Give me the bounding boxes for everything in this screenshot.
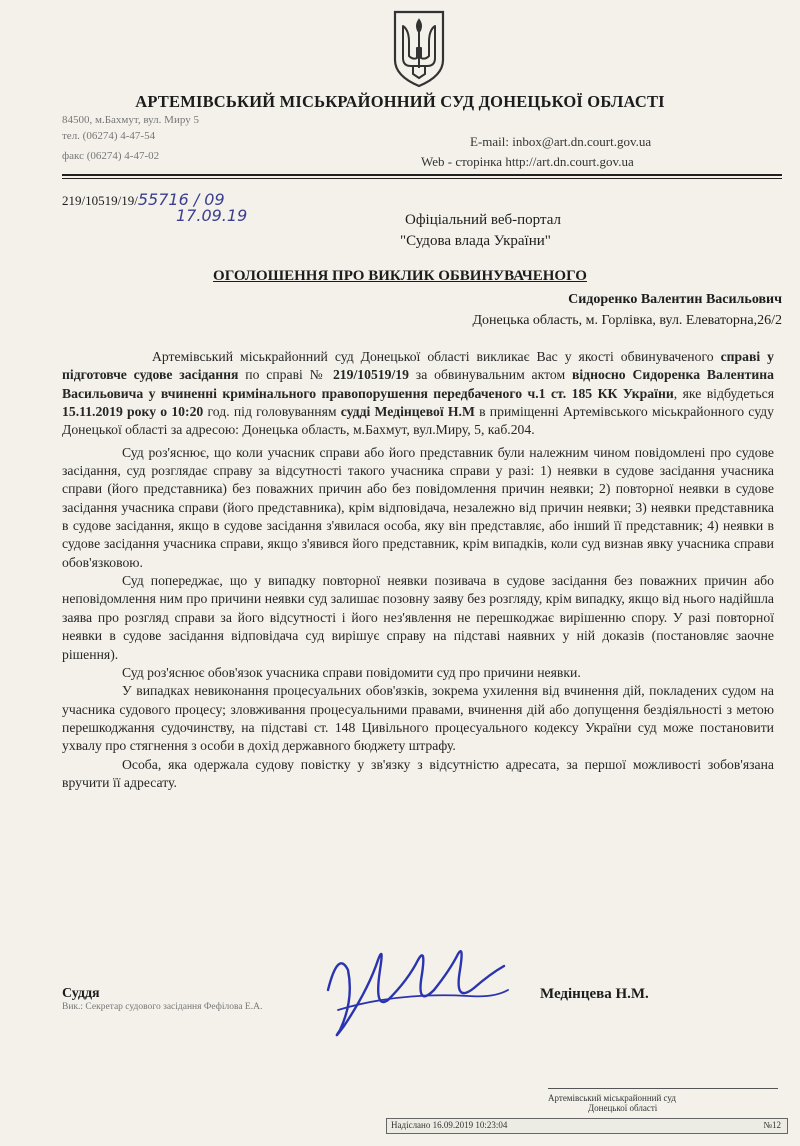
header-divider-thin (62, 178, 782, 179)
paragraph-fine: У випадках невиконання процесуальних обов'язків, зокрема ухилення від вчинення дій, покладених судом на учасника судового процесу; зловживання процесуальними правами, вчинення дій або допущення бездіяльності з метою перешкоджання судочинству, на підставі ст. 148 Цивільного процесуального кодексу України суд може постановити ухвалу про стягнення з особи в дохід державного бюджету штрафу. (62, 683, 774, 754)
stamp-line-2: Донецької області (588, 1103, 658, 1113)
registration-code: №12 (763, 1120, 781, 1130)
paragraph-warning: Суд попереджає, що у випадку повторної неявки позивача в судове засідання без поважних причин або неповідомлення ним про причини неявки суд залишає позовну заяву без розгляду, крім випадку, якщо від нього надійшла заява про розгляд справи за його відсутності і його нез'явлення не перешкоджає вирішенню спору. У разі повторної неявки в судове засідання відповідача суд вирішує справу на підставі наявних у ній доказів (постановляє заочне рішення). (62, 573, 774, 662)
recipient-line-2: "Судова влада України" (400, 233, 551, 249)
addressee-name: Сидоренко Валентин Васильович (568, 292, 782, 307)
paragraph-duty-notify: Суд роз'яснює обов'язок учасника справи повідомити суд про причини неявки. (122, 664, 581, 680)
handwritten-signature (318, 930, 518, 1045)
executor-note: Вик.: Секретар судового засідання Фефілова Е.А. (62, 1002, 263, 1012)
paragraph-summons: Артемівський міськрайонний суд Донецької області викликає Вас у якості обвинуваченого справі у підготовче судове засідання по справі № 219/10519/19 за обвинувальним актом відносно Сидоренка Валентина Васильовича у вчиненні кримінального правопорушення передбаченого ч.1 ст. 185 КК України, яке відбудеться 15.11.2019 року о 10:20 год. під головуванням судді Медінцевої Н.М в приміщенні Артемівського міськрайонного суду Донецької області за адресою: Донецька область, м.Бахмут, вул.Миру, 5, каб.204. (62, 349, 775, 438)
stamp-line-1: Артемівський міськрайонний суд (548, 1093, 676, 1103)
court-email: E-mail: inbox@art.dn.court.gov.ua (470, 134, 652, 149)
paragraph-absence-rules: Суд роз'яснює, що коли учасник справи або його представник були належним чином повідомлені про судове засідання, суд розглядає справу за відсутності такого учасника справи у разі: 1) неявки в судове засідання учасника справи (його представника) без поважних причин або без повідомлення причин неявки; 2) повторної неявки в судове засідання учасника справи (його представника), крім відповідача, незалежно від причин неявки; 3) неявки представника в судове засідання, якщо в судове засідання з'явилася особа, яку він представляє, або інший її представник; 4) неявки в судове засідання учасника справи, якщо з'явився його представник, крім випадків, коли суд визнав явку учасника справи обов'язковою. (62, 444, 774, 570)
addressee-address: Донецька область, м. Горлівка, вул. Елеваторна,26/2 (472, 313, 782, 328)
outgoing-number-handwritten: 55716 / 09 (137, 190, 225, 209)
judge-title: Суддя (62, 986, 100, 1001)
notice-title: ОГОЛОШЕННЯ ПРО ВИКЛИК ОБВИНУВАЧЕНОГО (213, 268, 587, 284)
outgoing-date-handwritten: 17.09.19 (176, 206, 248, 225)
ukraine-trident-emblem (389, 8, 449, 88)
registration-strip (386, 1118, 788, 1134)
court-postal-address: 84500, м.Бахмут, вул. Миру 5 (62, 114, 199, 126)
court-website: Web - сторінка http://art.dn.court.gov.ua (421, 154, 634, 169)
court-phone: тел. (06274) 4-47-54 (62, 130, 156, 142)
case-number: 219/10519/19/ (62, 193, 138, 208)
recipient-line-1: Офіціальний веб-портал (405, 212, 561, 228)
notice-body (62, 348, 774, 792)
header-divider (62, 174, 782, 176)
court-name: АРТЕМІВСЬКИЙ МІСЬКРАЙОННИЙ СУД ДОНЕЦЬКОЇ ОБЛАСТІ (135, 92, 665, 111)
paragraph-delivery: Особа, яка одержала судову повістку у зв'язку з відсутністю адресата, за першої можливості зобов'язана вручити її адресату. (62, 756, 774, 790)
court-fax: факс (06274) 4-47-02 (62, 150, 160, 162)
registration-timestamp: Надіслано 16.09.2019 10:23:04 (391, 1120, 508, 1130)
judge-name: Медінцева Н.М. (540, 986, 649, 1002)
